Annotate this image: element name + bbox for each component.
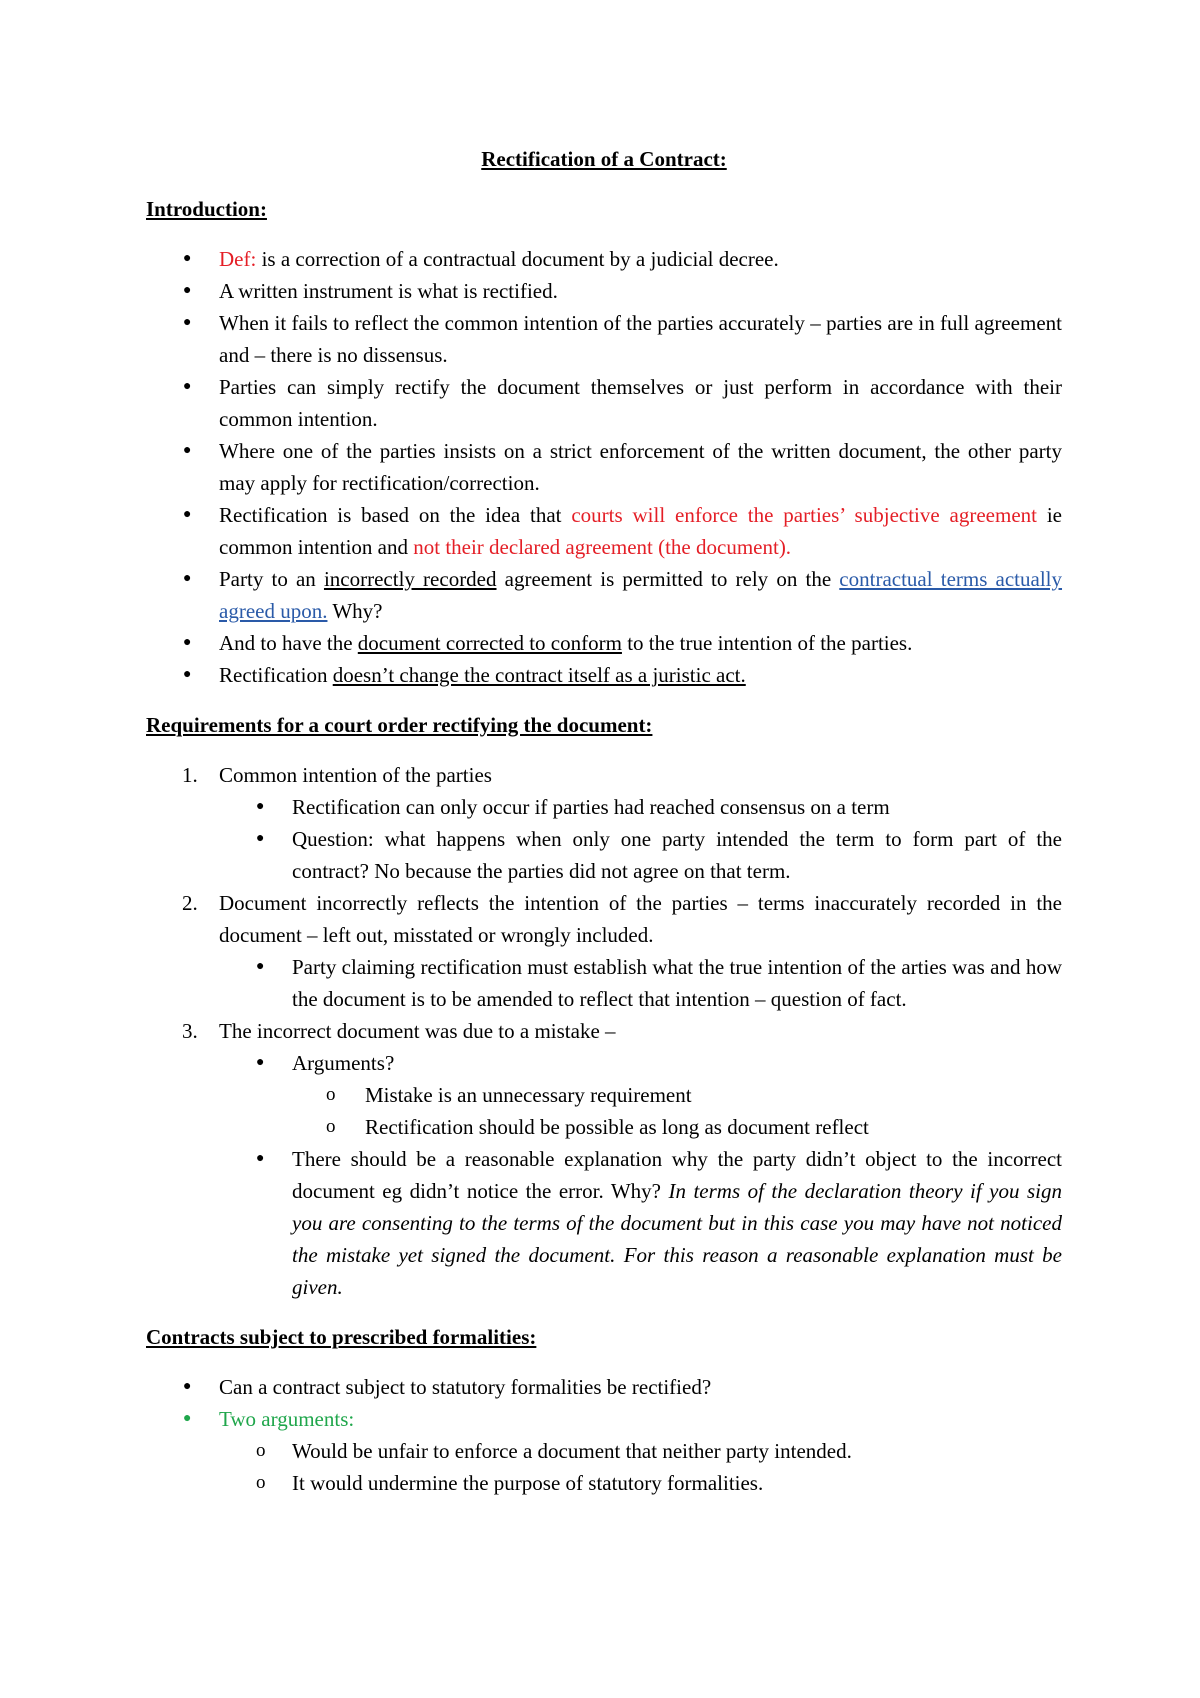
numbered-item: 3. The incorrect document was due to a mistake –	[182, 1019, 616, 1043]
numbered-item: 2. Document incorrectly reflects the intention of the parties – terms inaccurately recorded in the document – left out, misstated or wrongly included.	[182, 891, 1062, 947]
list-item: o Would be unfair to enforce a document that neither party intended.	[146, 1435, 1062, 1467]
circle-bullet-icon: o	[256, 1472, 266, 1493]
contractual-terms-link: contractual terms actually agreed upon.	[219, 567, 1063, 623]
numbered-item: 1. Common intention of the parties	[182, 763, 492, 787]
list-item: ● When it fails to reflect the common intention of the parties accurately – parties are in full agreement and – there is no dissensus.	[146, 307, 1062, 371]
document-content	[146, 143, 1062, 1499]
list-item: ● Party claiming rectification must establish what the true intention of the arties was and how the document is to be amended to reflect that intention – question of fact.	[146, 951, 1062, 1015]
list-item: ● Can a contract subject to statutory formalities be rectified?	[146, 1371, 1062, 1403]
circle-bullet-icon: o	[256, 1440, 266, 1461]
bullet-icon: ●	[183, 667, 192, 682]
bullet-icon: ●	[256, 959, 265, 974]
list-item: o It would undermine the purpose of statutory formalities.	[146, 1467, 1062, 1499]
list-item: ● Parties can simply rectify the document themselves or just perform in accordance with their common intention.	[146, 371, 1062, 435]
list-item: ● Rectification can only occur if parties had reached consensus on a term	[146, 791, 1062, 823]
section-heading-formalities: Contracts subject to prescribed formalities:	[146, 1325, 537, 1349]
list-item: ● Two arguments:	[146, 1403, 1062, 1435]
list-item: ● Rectification doesn’t change the contract itself as a juristic act.	[146, 659, 1062, 691]
bullet-icon: ●	[183, 507, 192, 522]
circle-bullet-icon: o	[326, 1084, 336, 1105]
bullet-icon: ●	[183, 1411, 192, 1426]
bullet-icon: ●	[256, 1055, 265, 1070]
bullet-icon: ●	[256, 1151, 265, 1166]
bullet-icon: ●	[183, 315, 192, 330]
list-item: ● Question: what happens when only one party intended the term to form part of the contract? No because the parties did not agree on that term.	[146, 823, 1062, 887]
requirements-list	[146, 759, 1062, 1303]
bullet-icon: ●	[183, 283, 192, 298]
bullet-icon: ●	[183, 1379, 192, 1394]
document-title: Rectification of a Contract:	[481, 147, 727, 171]
list-item: ● A written instrument is what is rectified.	[146, 275, 1062, 307]
list-item: ● Where one of the parties insists on a strict enforcement of the written document, the other party may apply for rectification/correction.	[146, 435, 1062, 499]
list-item: ● And to have the document corrected to conform to the true intention of the parties.	[146, 627, 1062, 659]
bullet-icon: ●	[183, 571, 192, 586]
bullet-icon: ●	[183, 635, 192, 650]
list-item: ● There should be a reasonable explanation why the party didn’t object to the incorrect document eg didn’t notice the error. Why? In terms of the declaration theory if you sign you are consenting to the terms of the document but in this case you may have not noticed the mistake yet signed the document. For this reason a reasonable explanation must be given.	[146, 1143, 1062, 1303]
list-item: ● Party to an incorrectly recorded agreement is permitted to rely on the contractual terms actually agreed upon. Why?	[146, 563, 1062, 627]
list-item: o Rectification should be possible as long as document reflect	[146, 1111, 1062, 1143]
bullet-icon: ●	[183, 379, 192, 394]
bullet-icon: ●	[183, 443, 192, 458]
list-item: ● Arguments?	[146, 1047, 1062, 1079]
introduction-list	[146, 243, 1062, 691]
list-item: o Mistake is an unnecessary requirement	[146, 1079, 1062, 1111]
bullet-icon: ●	[256, 799, 265, 814]
circle-bullet-icon: o	[326, 1116, 336, 1137]
section-heading-introduction: Introduction:	[146, 197, 267, 221]
list-item: ● Rectification is based on the idea that courts will enforce the parties’ subjective agreement ie common intention and not their declared agreement (the document).	[146, 499, 1062, 563]
list-item: ● Def: is a correction of a contractual document by a judicial decree.	[146, 243, 1062, 275]
formalities-list	[146, 1371, 1062, 1499]
section-heading-requirements: Requirements for a court order rectifying the document:	[146, 713, 653, 737]
bullet-icon: ●	[183, 251, 192, 266]
bullet-icon: ●	[256, 831, 265, 846]
